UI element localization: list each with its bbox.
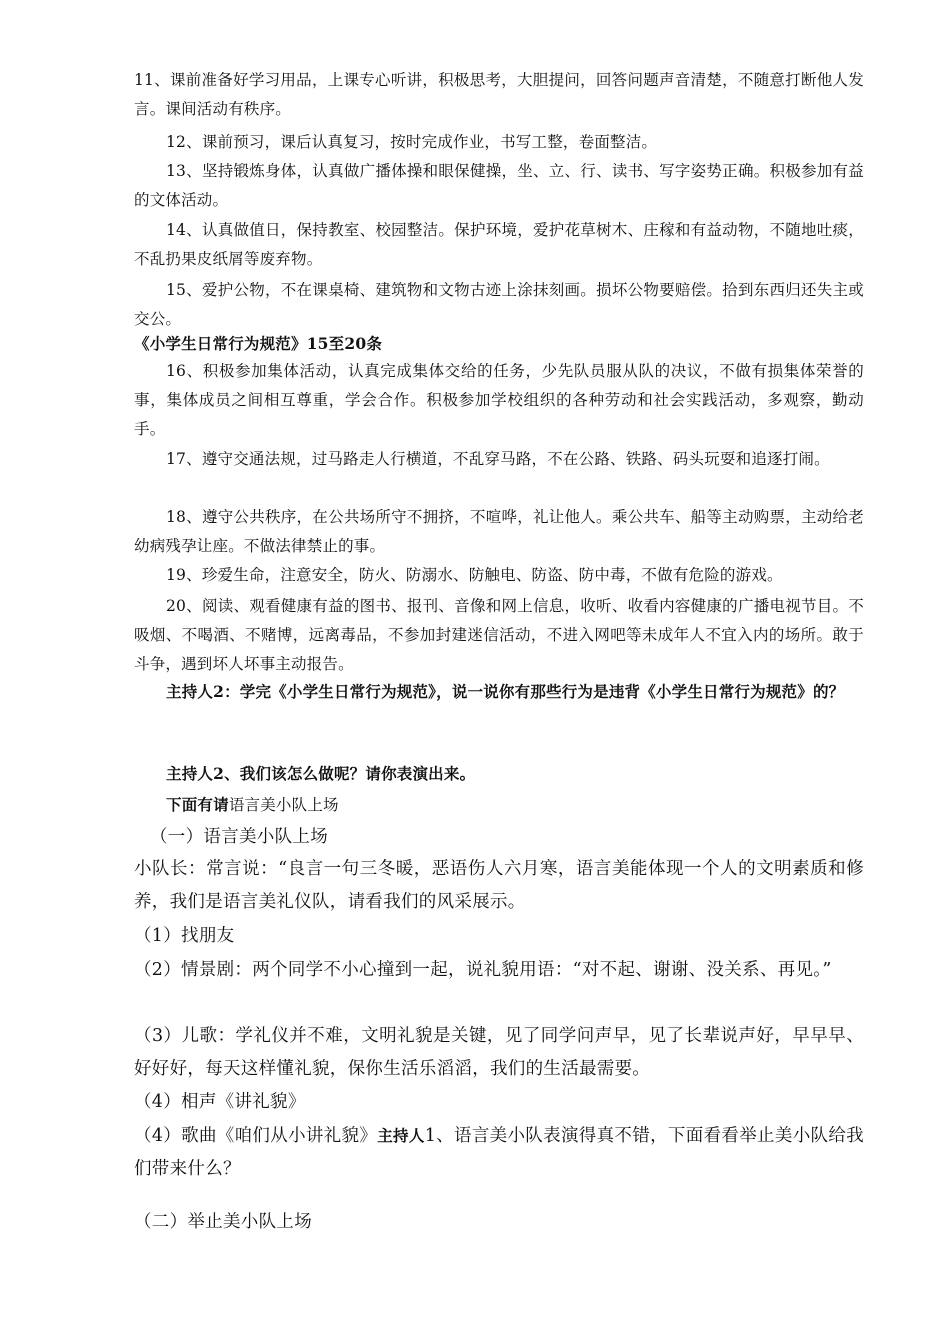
rule-13: 13、坚持锻炼身体，认真做广播体操和眼保健操，坐、立、行、读书、写字姿势正确。积极参加有益的文体活动。: [134, 162, 864, 209]
rule-11: 11、课前准备好学习用品，上课专心听讲，积极思考，大胆提问，回答问题声音清楚，不随意打断他人发言。课间活动有秩序。: [134, 71, 864, 118]
program-item-1: （1）找朋友: [134, 926, 235, 946]
rule-17: 17、遵守交通法规，过马路走人行横道，不乱穿马路，不在公路、铁路、码头玩耍和追逐打闹。: [166, 450, 830, 468]
program-item-5: [134, 1119, 864, 1186]
next-team-bold: 下面有请: [166, 795, 229, 814]
program-item-3: （3）儿歌：学礼仪并不难，文明礼貌是关键，见了同学问声早，见了长辈说声好，早早早、好好好，每天这样懂礼貌，保你生活乐滔滔，我们的生活最需要。: [134, 1026, 864, 1079]
next-team-rest: 语言美小队上场: [228, 796, 339, 814]
rule-12: 12、课前预习，课后认真复习，按时完成作业，书写工整，卷面整洁。: [166, 133, 658, 151]
rule-15: 15、爱护公物，不在课桌椅、建筑物和文物古迹上涂抹刻画。损坏公物要赔偿。拾到东西归还失主或交公。: [134, 281, 864, 328]
program-item-5-host: 主持人: [377, 1126, 425, 1145]
section-heading: 《小学生日常行为规范》15至20条: [134, 334, 383, 353]
section-2-title: （二）举止美小队上场: [134, 1212, 312, 1232]
section-1-title: （一）语言美小队上场: [150, 827, 328, 847]
host2-prompt: 主持人2、我们该怎么做呢？请你表演出来。: [166, 764, 476, 783]
next-team-line: [134, 790, 864, 820]
program-item-5-text: 1、语言美小队表演得真不错，下面看看举止美小队给我们带来什么？: [134, 1126, 864, 1179]
rule-18: 18、遵守公共秩序，在公共场所守不拥挤，不喧哗，礼让他人。乘公共车、船等主动购票，主动给老幼病残孕让座。不做法律禁止的事。: [134, 508, 864, 555]
rule-20: 20、阅读、观看健康有益的图书、报刊、音像和网上信息，收听、收看内容健康的广播电视节目。不吸烟、不喝酒、不赌博，远离毒品，不参加封建迷信活动，不进入网吧等未成年人不宜入内的场所。敢于斗争，遇到坏人坏事主动报告。: [134, 597, 864, 673]
host2-question: 主持人2：学完《小学生日常行为规范》，说一说你有那些行为是违背《小学生日常行为规范》的？: [166, 682, 845, 701]
program-item-2: （2）情景剧：两个同学不小心撞到一起，说礼貌用语：“对不起、谢谢、没关系、再见。”: [134, 960, 832, 980]
rule-16: 16、积极参加集体活动，认真完成集体交给的任务，少先队员服从队的决议，不做有损集体荣誉的事，集体成员之间相互尊重，学会合作。积极参加学校组织的各种劳动和社会实践活动，多观察，勤动手。: [134, 362, 864, 438]
team-leader-speech: 小队长：常言说：“良言一句三冬暖，恶语伤人六月寒，语言美能体现一个人的文明素质和修养，我们是语言美礼仪队，请看我们的风采展示。: [134, 859, 864, 912]
rule-19: 19、珍爱生命，注意安全，防火、防溺水、防触电、防盗、防中毒，不做有危险的游戏。: [166, 566, 783, 584]
program-item-4: （4）相声《讲礼貌》: [134, 1092, 306, 1112]
rule-14: 14、认真做值日，保持教室、校园整洁。保护环境，爱护花草树木、庄稼和有益动物，不随地吐痰，不乱扔果皮纸屑等废弃物。: [134, 221, 864, 268]
program-item-5-song: （4）歌曲《咱们从小讲礼貌》: [134, 1126, 378, 1146]
